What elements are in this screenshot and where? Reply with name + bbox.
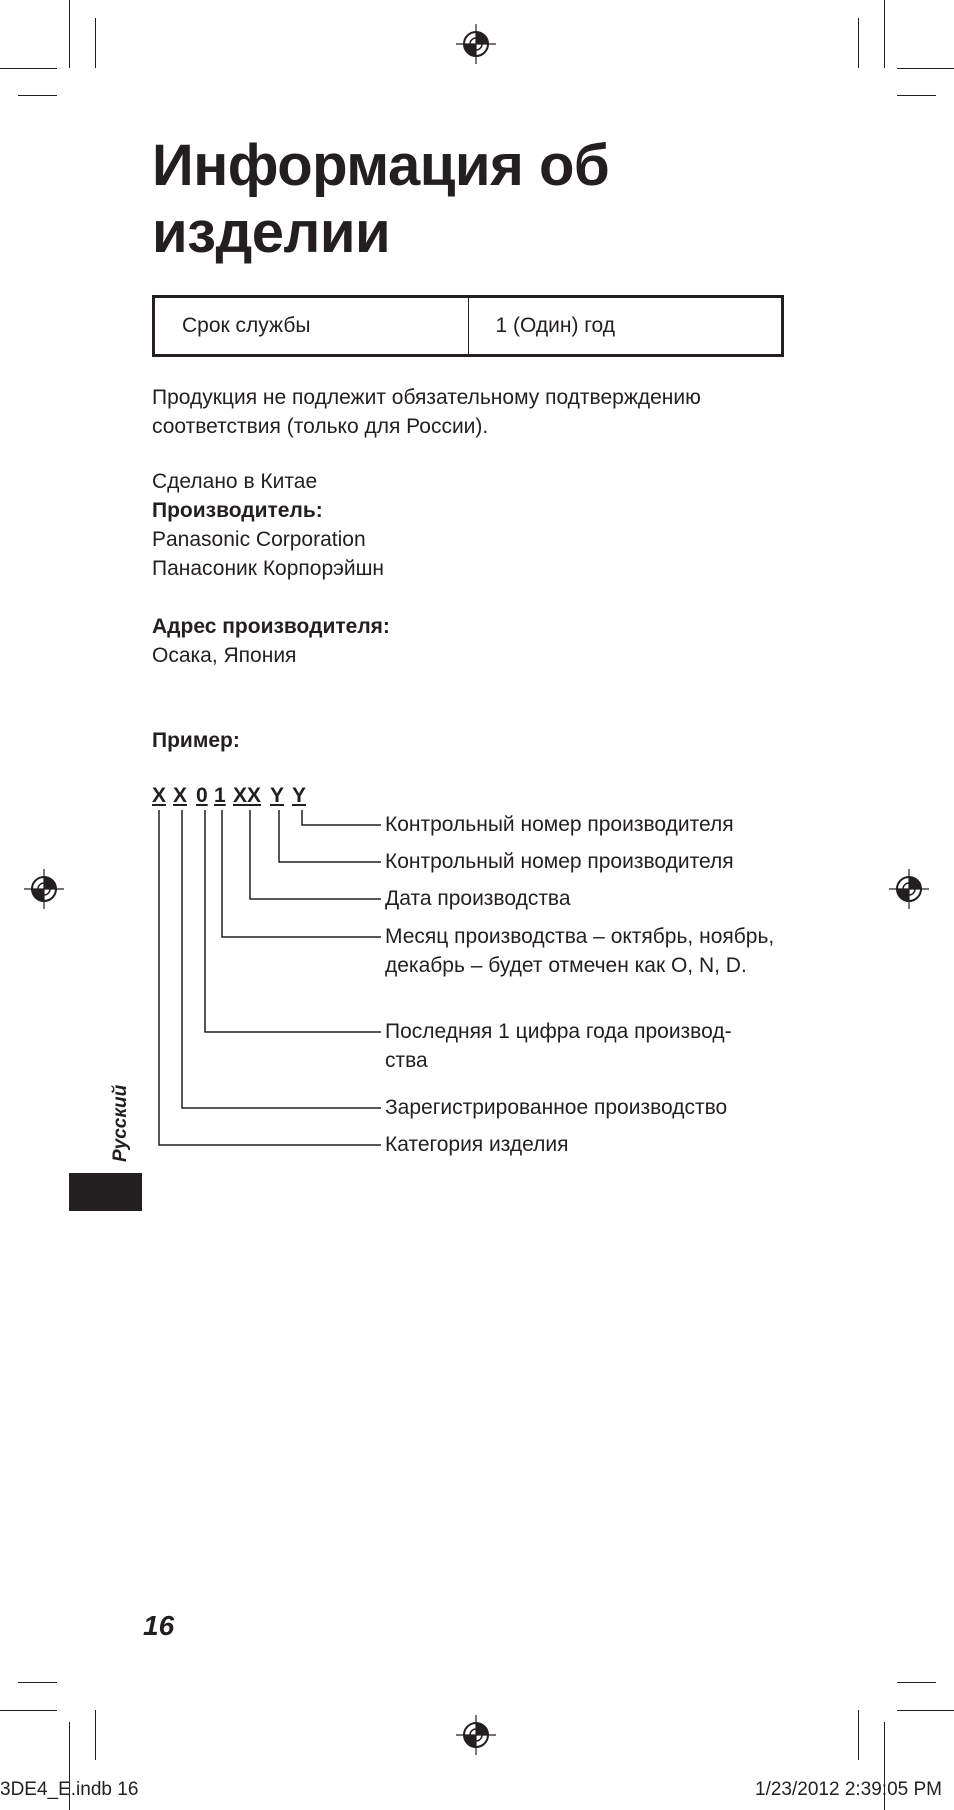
legend-item: Дата производства	[385, 887, 571, 910]
serial-char: X	[173, 784, 188, 807]
legend-item: Контрольный номер производителя	[385, 813, 734, 836]
crop-mark	[858, 1710, 859, 1760]
serial-char: Y	[292, 784, 307, 807]
serial-char: 0	[196, 784, 208, 807]
manufacturer-en: Panasonic Corporation	[152, 528, 366, 551]
legend-item: Зарегистрированное производство	[385, 1096, 728, 1119]
legend-item: Последняя 1 цифра года производ-ства	[385, 1020, 732, 1072]
manufacturer-ru: Панасоник Корпорэйшн	[152, 557, 385, 580]
manufacturer-label: Производитель:	[152, 499, 323, 522]
example-label: Пример:	[152, 729, 240, 752]
serial-char: XX	[233, 784, 262, 807]
registration-mark-icon	[456, 1715, 496, 1755]
crop-mark	[18, 1682, 57, 1683]
language-tab-label: Русский	[110, 1084, 131, 1162]
legend-item: Месяц производства – октябрь, ноябрь, декабрь – будет отмечен как O, N, D.	[385, 925, 775, 977]
serial-char: Y	[270, 784, 285, 807]
crop-mark	[0, 1710, 57, 1711]
serial-char: 1	[214, 784, 226, 807]
crop-mark	[95, 1710, 96, 1760]
crop-mark	[897, 1682, 936, 1683]
page-title: Информация об изделии	[152, 133, 610, 265]
crop-mark	[897, 1710, 954, 1711]
serial-char: X	[152, 784, 167, 807]
slug-right: 1/23/2012 2:39:05 PM	[755, 1779, 942, 1800]
page-number: 16	[143, 1610, 175, 1641]
legend-item: Категория изделия	[385, 1133, 569, 1156]
address-label: Адрес производителя:	[152, 615, 390, 638]
origin-text: Сделано в Китае	[152, 470, 318, 493]
certification-note: Продукция не подлежит обязательному подтверждению соответствия (только для России).	[152, 386, 701, 438]
legend-item: Контрольный номер производителя	[385, 850, 734, 873]
address-text: Осака, Япония	[152, 644, 297, 667]
language-tab	[69, 1173, 142, 1211]
slug-left: 3DE4_E.indb 16	[0, 1779, 139, 1800]
spec-value: 1 (Один) год	[468, 297, 783, 356]
spec-label: Срок службы	[154, 297, 469, 356]
